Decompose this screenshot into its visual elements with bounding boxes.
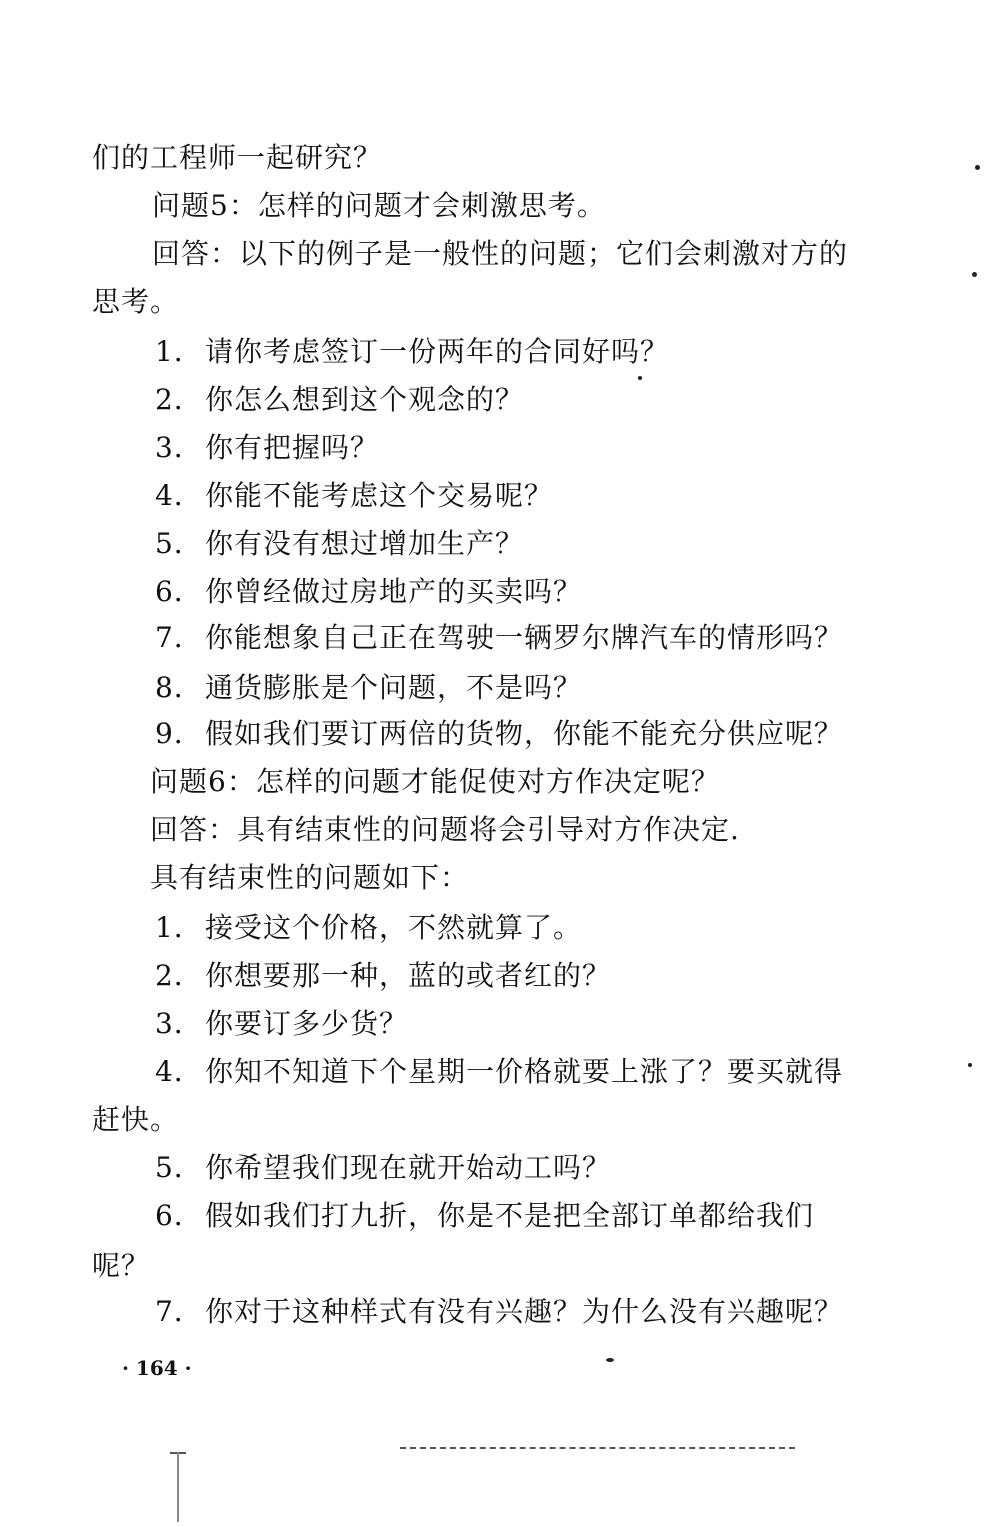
list-item xyxy=(155,1198,814,1234)
item-text: 假如我们打九折，你是不是把全部订单都给我们 xyxy=(205,1199,815,1232)
question-heading: 问题5：怎样的问题才会刺激思考。 xyxy=(152,189,606,222)
answer-text: 回答：以下的例子是一般性的问题；它们会刺激对方的 xyxy=(152,237,849,270)
item-text: 你有把握吗？ xyxy=(205,431,380,464)
list-item xyxy=(155,1054,843,1090)
page-number: · 164 · xyxy=(122,1356,192,1380)
item-text: 你想要那一种，蓝的或者红的？ xyxy=(205,959,612,992)
list-item xyxy=(155,1150,611,1186)
list-item xyxy=(155,716,843,752)
item-text: 你有没有想过增加生产？ xyxy=(205,527,525,560)
item-text: 接受这个价格，不然就算了。 xyxy=(205,911,583,944)
item-number: 7． xyxy=(155,621,203,654)
margin-mark xyxy=(177,1452,179,1522)
list-item xyxy=(155,430,379,466)
text-line: 们的工程师一起研究？ xyxy=(92,141,383,174)
list-item xyxy=(155,478,553,514)
scan-speck xyxy=(606,1358,614,1362)
list-item xyxy=(155,574,582,610)
item-number: 6． xyxy=(155,1199,203,1232)
item-number: 4． xyxy=(155,479,203,512)
list-item-continuation: 呢？ xyxy=(92,1249,151,1282)
item-text: 你知不知道下个星期一价格就要上涨了？要买就得 xyxy=(205,1055,844,1088)
scan-speck xyxy=(975,165,980,170)
scan-speck xyxy=(638,376,642,380)
question-heading: 问题6：怎样的问题才能促使对方作决定呢？ xyxy=(150,765,720,798)
item-text: 你怎么想到这个观念的？ xyxy=(205,383,525,416)
item-text: 你对于这种样式有没有兴趣？为什么没有兴趣呢？ xyxy=(205,1295,844,1328)
item-text: 假如我们要订两倍的货物，你能不能充分供应呢？ xyxy=(205,717,844,750)
item-number: 3． xyxy=(155,1007,203,1040)
item-text: 你希望我们现在就开始动工吗？ xyxy=(205,1151,612,1184)
list-item xyxy=(155,382,524,418)
scan-speck xyxy=(972,272,977,277)
item-number: 1． xyxy=(155,335,203,368)
item-text: 你要订多少货？ xyxy=(205,1007,409,1040)
item-text: 通货膨胀是个问题，不是吗？ xyxy=(205,671,583,704)
item-number: 5． xyxy=(155,1151,203,1184)
list-intro: 具有结束性的问题如下： xyxy=(150,861,470,894)
list-item xyxy=(155,670,582,706)
list-item xyxy=(155,526,524,562)
item-text: 你曾经做过房地产的买卖吗？ xyxy=(205,575,583,608)
item-number: 2． xyxy=(155,959,203,992)
item-number: 8． xyxy=(155,671,203,704)
list-item xyxy=(155,334,669,370)
list-item xyxy=(155,1006,408,1042)
answer-text: 回答：具有结束性的问题将会引导对方作决定. xyxy=(150,813,740,846)
list-item-continuation: 赶快。 xyxy=(92,1103,180,1136)
list-item xyxy=(155,620,843,656)
item-number: 1． xyxy=(155,911,203,944)
bottom-rule xyxy=(400,1447,795,1449)
item-text: 请你考虑签订一份两年的合同好吗？ xyxy=(205,335,670,368)
text-line: 思考。 xyxy=(92,285,180,318)
item-text: 你能想象自己正在驾驶一辆罗尔牌汽车的情形吗？ xyxy=(205,621,844,654)
list-item xyxy=(155,1294,843,1330)
list-item xyxy=(155,910,582,946)
item-number: 5． xyxy=(155,527,203,560)
item-number: 3． xyxy=(155,431,203,464)
item-number: 7． xyxy=(155,1295,203,1328)
item-number: 2． xyxy=(155,383,203,416)
item-number: 9． xyxy=(155,717,203,750)
scan-speck xyxy=(968,1063,972,1067)
item-number: 6． xyxy=(155,575,203,608)
item-text: 你能不能考虑这个交易呢？ xyxy=(205,479,554,512)
item-number: 4． xyxy=(155,1055,203,1088)
list-item xyxy=(155,958,611,994)
